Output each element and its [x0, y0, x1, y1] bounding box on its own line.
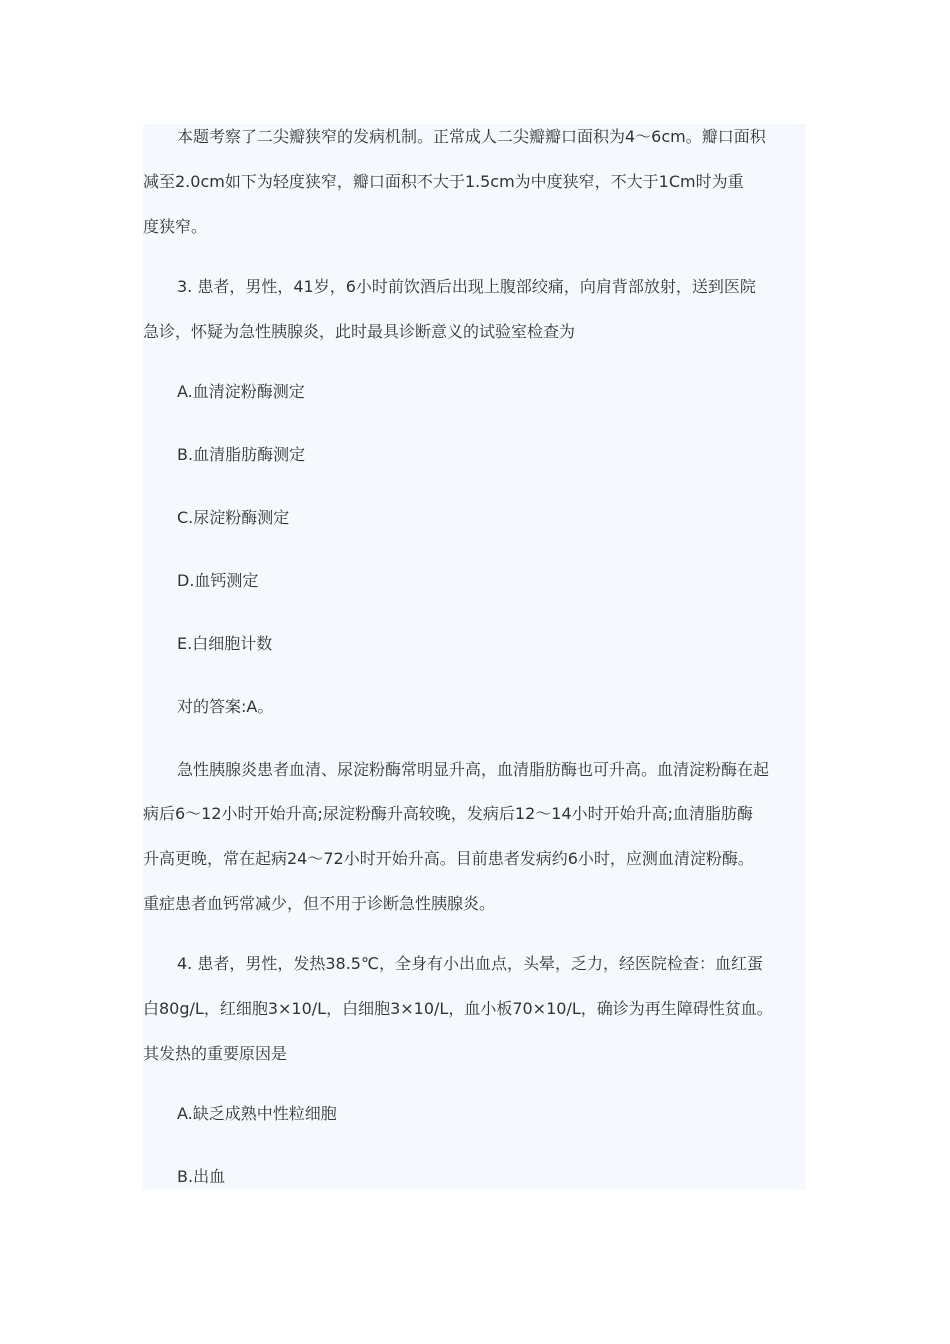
- question-3-explanation-line-4: 重症患者血钙常减少，但不用于诊断急性胰腺炎。: [143, 894, 496, 913]
- question-3-option-c: C.尿淀粉酶测定: [177, 508, 290, 527]
- question-3-explanation-line-2: 病后6～12小时开始升高;尿淀粉酶升高较晚，发病后12～14小时开始升高;血清脂肪酶: [143, 804, 754, 823]
- question-3-option-b: B.血清脂肪酶测定: [177, 445, 306, 464]
- question-4-stem-line-3: 其发热的重要原因是: [143, 1044, 288, 1063]
- explanation-2-line-1: 本题考察了二尖瓣狭窄的发病机制。正常成人二尖瓣瓣口面积为4～6cm。瓣口面积: [177, 127, 766, 146]
- explanation-2-line-2: 减至2.0cm如下为轻度狭窄，瓣口面积不大于1.5cm为中度狭窄，不大于1Cm时为重: [143, 172, 744, 191]
- question-3-explanation-line-3: 升高更晚，常在起病24～72小时开始升高。目前患者发病约6小时，应测血清淀粉酶。: [143, 849, 754, 868]
- question-4-stem-line-2: 白80g/L，红细胞3×10/L，白细胞3×10/L，血小板70×10/L，确诊为再生障碍性贫血。: [143, 999, 773, 1018]
- question-4-option-a: A.缺乏成熟中性粒细胞: [177, 1104, 337, 1123]
- question-3-stem-line-1: 3. 患者，男性，41岁，6小时前饮酒后出现上腹部绞痛，向肩背部放射，送到医院: [177, 277, 756, 296]
- explanation-2-line-3: 度狭窄。: [143, 217, 208, 236]
- document-content: [143, 124, 806, 1190]
- question-3-stem-line-2: 急诊，怀疑为急性胰腺炎，此时最具诊断意义的试验室检查为: [143, 322, 576, 341]
- question-3-option-d: D.血钙测定: [177, 571, 259, 590]
- question-3-option-a: A.血清淀粉酶测定: [177, 382, 305, 401]
- question-3-explanation-line-1: 急性胰腺炎患者血清、尿淀粉酶常明显升高，血清脂肪酶也可升高。血清淀粉酶在起: [177, 760, 770, 779]
- question-4-option-b: B.出血: [177, 1167, 226, 1186]
- question-3-option-e: E.白细胞计数: [177, 634, 273, 653]
- question-3-answer: 对的答案:A。: [177, 697, 274, 716]
- question-4-stem-line-1: 4. 患者，男性，发热38.5℃，全身有小出血点，头晕，乏力，经医院检查：血红蛋: [177, 954, 763, 973]
